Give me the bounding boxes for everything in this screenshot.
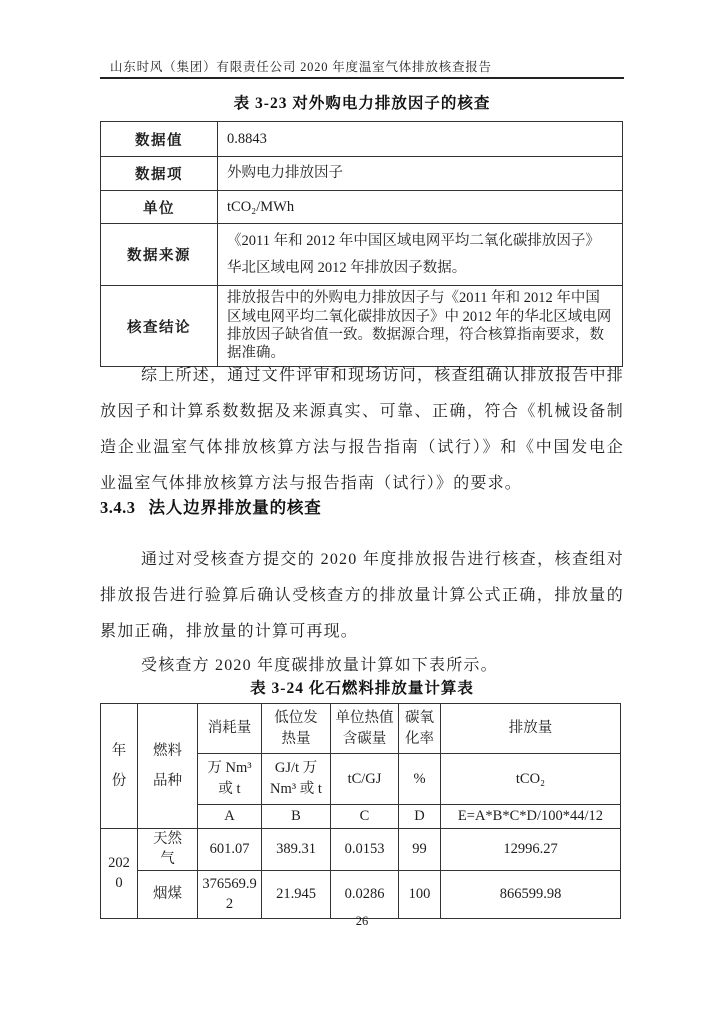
symbol-d: D [399, 805, 441, 829]
table-row-natural-gas [101, 829, 621, 871]
symbol-b: B [262, 805, 331, 829]
row-value-unit: tCO₂/MWh [218, 191, 623, 224]
unit-carbon-content: tC/GJ [331, 754, 399, 805]
table-row [101, 191, 623, 224]
col-header-year: 年份 [101, 704, 138, 829]
table-header-row [101, 704, 621, 754]
cell-emission: 866599.98 [441, 871, 621, 919]
row-value-data-value: 0.8843 [218, 122, 623, 157]
table-row [101, 224, 623, 286]
fossil-fuel-emission-table [100, 703, 621, 919]
running-header: 山东时风（集团）有限责任公司 2020 年度温室气体排放核查报告 [110, 60, 492, 74]
cell-oxidation-rate: 100 [399, 871, 441, 919]
page-number: 26 [355, 914, 369, 928]
row-value-conclusion: 排放报告中的外购电力排放因子与《2011 年和 2012 年中国区域电网平均二氧化碳排放因子》中 2012 年的华北区域电网排放因子缺省值一致。数据源合理，符合核算指南要求，数据准确。 [218, 286, 623, 367]
unit-heating-value: GJ/t 万 Nm³ 或 t [262, 754, 331, 805]
col-header-consumption: 消耗量 [198, 704, 262, 754]
unit-oxidation-rate: % [399, 754, 441, 805]
cell-heating-value: 21.945 [262, 871, 331, 919]
symbol-e-formula: E=A*B*C*D/100*44/12 [441, 805, 621, 829]
cell-consumption: 601.07 [198, 829, 262, 871]
summary-paragraph: 综上所述，通过文件评审和现场访问，核查组确认排放报告中排放因子和计算系数数据及来源真实、可靠、正确，符合《机械设备制造企业温室气体排放核算方法与报告指南（试行）》和《中国发电企业温室气体排放核算方法与报告指南（试行）》的要求。 [100, 367, 624, 492]
row-label-data-source: 数据来源 [101, 224, 218, 286]
row-label-data-value: 数据值 [101, 122, 218, 157]
cell-carbon-content: 0.0153 [331, 829, 399, 871]
table-row [101, 286, 623, 367]
cell-carbon-content: 0.0286 [331, 871, 399, 919]
section-number: 3.4.3 [100, 498, 136, 517]
col-header-oxidation-rate: 碳氧化率 [399, 704, 441, 754]
table-row [101, 157, 623, 191]
cell-fuel-coal: 烟煤 [138, 871, 198, 919]
cell-consumption: 376569.92 [198, 871, 262, 919]
row-label-conclusion: 核查结论 [101, 286, 218, 367]
cell-oxidation-rate: 99 [399, 829, 441, 871]
table-row-bituminous-coal [101, 871, 621, 919]
section-heading-3-4-3 [100, 494, 322, 518]
row-value-data-source: 《2011 年和 2012 年中国区域电网平均二氧化碳排放因子》华北区域电网 2012 年排放因子数据。 [218, 224, 623, 286]
col-header-heating-value: 低位发热量 [262, 704, 331, 754]
cell-emission: 12996.27 [441, 829, 621, 871]
table-3-24-caption: 表 3-24 化石燃料排放量计算表 [250, 680, 474, 697]
col-header-carbon-content: 单位热值含碳量 [331, 704, 399, 754]
unit-emission: tCO₂ [441, 754, 621, 805]
table-row [101, 122, 623, 157]
cell-year-2020: 2020 [101, 829, 138, 919]
symbol-c: C [331, 805, 399, 829]
verification-paragraph: 通过对受核查方提交的 2020 年度排放报告进行核查，核查组对排放报告进行验算后确认受核查方的排放量计算公式正确，排放量的累加正确，排放量的计算可再现。 [100, 551, 624, 640]
header-divider [100, 77, 624, 79]
cell-heating-value: 389.31 [262, 829, 331, 871]
row-value-data-item: 外购电力排放因子 [218, 157, 623, 191]
table-3-23-caption: 表 3-23 对外购电力排放因子的核查 [233, 95, 491, 112]
purchased-electricity-factor-table [100, 121, 623, 367]
table-intro-paragraph: 受核查方 2020 年度碳排放量计算如下表所示。 [141, 657, 498, 674]
row-label-unit: 单位 [101, 191, 218, 224]
cell-fuel-natural-gas: 天然气 [138, 829, 198, 871]
row-label-data-item: 数据项 [101, 157, 218, 191]
col-header-emission: 排放量 [441, 704, 621, 754]
unit-consumption: 万 Nm³ 或 t [198, 754, 262, 805]
symbol-a: A [198, 805, 262, 829]
col-header-fuel: 燃料品种 [138, 704, 198, 829]
section-title: 法人边界排放量的核查 [148, 498, 322, 517]
